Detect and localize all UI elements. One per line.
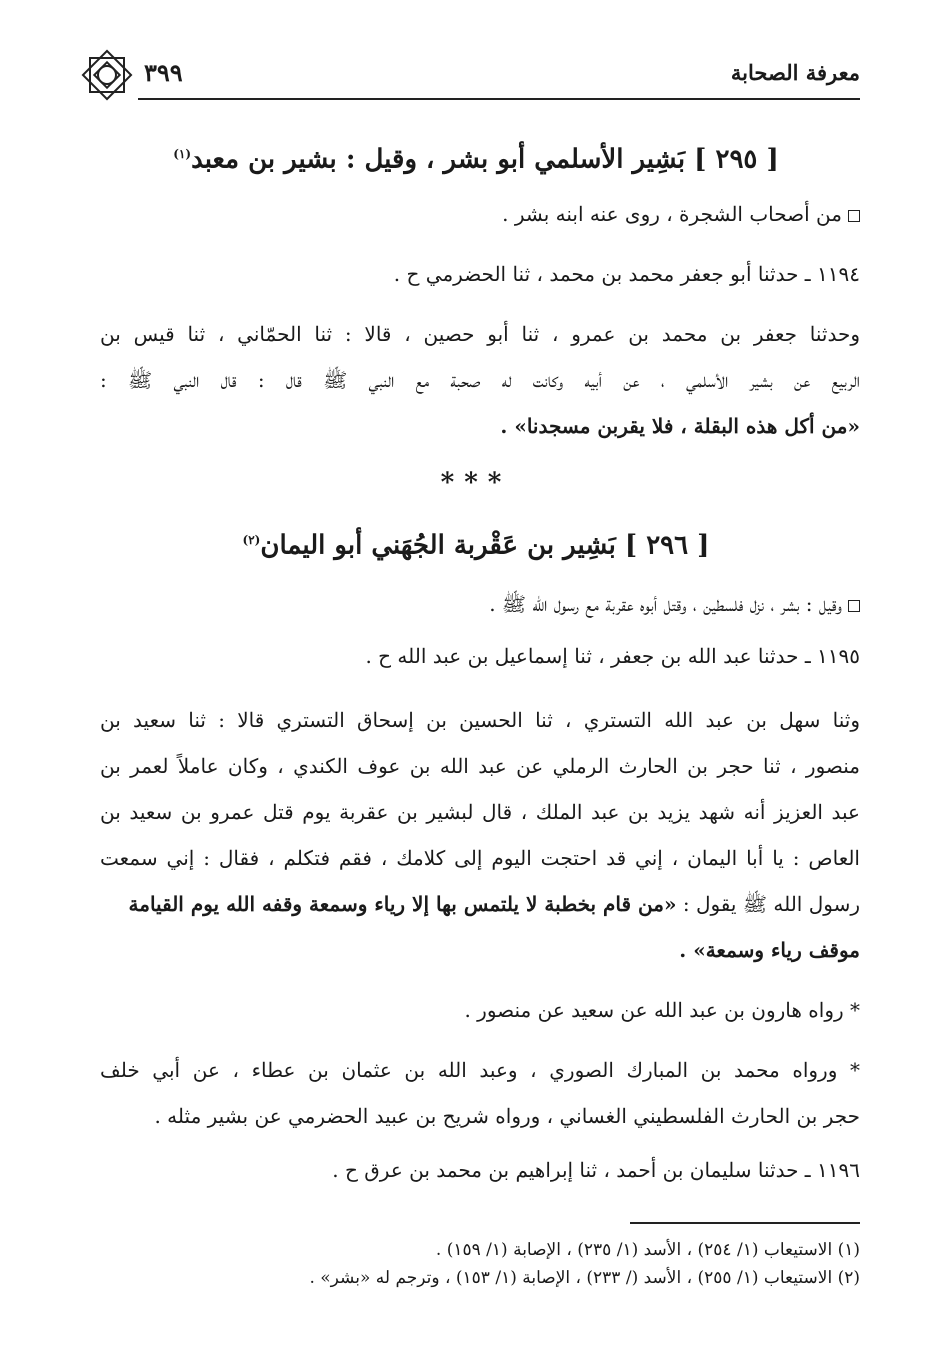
hadith-1195-line: منصور ، ثنا حجر بن الحارث الرملي عن عبد الله بن عوف الكندي ، وكان عاملاً لعمر بن [100,754,861,778]
transmission-note: * ورواه محمد بن المبارك الصوري ، وعبد الله بن عثمان بن عطاء ، عن أبي خلف [100,1058,860,1082]
hadith-1194-line: الربيع عن بشير الأسلمي ، عن أبيه وكانت له صحبة مع النبي ﷺ قال : قال النبي ﷺ : [100,368,860,392]
header-rule [138,98,860,100]
footnote: (١) الاستيعاب (١/ ٢٥٤) ، الأسد (١/ ٢٣٥) ، الإصابة (١/ ١٥٩) . [435,1240,860,1260]
hadith-1194-matn: «من أكل هذه البقلة ، فلا يقربن مسجدنا» . [500,414,860,438]
hadith-1195-line: عبد العزيز أنه شهد يزيد بن عبد الملك ، قال لبشير بن عقربة يوم قتل عمرو بن سعيد بن [100,800,860,824]
entry-295-heading [92,140,860,174]
transmission-note: حجر بن الحارث الفلسطيني الغساني ، ورواه شريح بن عبيد الحضرمي عن بشير مثله . [154,1104,860,1128]
hadith-1195-matn: «من قام بخطبة لا يلتمس بها إلا رياء وسمعة وقفه الله يوم القيامة [128,892,677,916]
square-bullet-icon [848,600,860,612]
entry-295-heading-text: [ ٢٩٥ ] بَشِير الأسلمي أبو بشر ، وقيل : بشير بن معبد [191,144,779,175]
hadith-1195-line: وثنا سهل بن عبد الله التستري ، ثنا الحسين بن إسحاق التستري قالا : ثنا سعيد بن [100,708,860,732]
running-header [78,54,860,104]
hadith-1194-line: وحدثنا جعفر بن محمد بن عمرو ، ثنا أبو حصين ، قالا : ثنا الحمّاني ، ثنا قيس بن [100,322,860,346]
entry-296-heading [92,526,860,560]
hadith-1195-line: العاص : يا أبا اليمان ، إني قد احتجت اليوم إلى كلامك ، فقم فتكلم ، فقال : إني سمعت [100,846,860,870]
section-separator: *** [440,468,512,498]
footnote-rule [630,1222,860,1224]
hadith-1194-isnad: ١١٩٤ ـ حدثنا أبو جعفر محمد بن محمد ، ثنا الحضرمي ح . [393,262,860,286]
footnote-ref-2: (٢) [242,533,261,547]
hadith-1195-line-start: رسول الله ﷺ يقول : [676,892,860,916]
square-bullet-icon [848,210,860,222]
entry-295-intro [100,200,860,228]
hadith-1195-matn-end: موقف رياء وسمعة» . [679,938,860,962]
octagonal-star-ornament-icon [78,46,136,104]
hadith-1196-isnad: ١١٩٦ ـ حدثنا سليمان بن أحمد ، ثنا إبراهيم بن محمد بن عرق ح . [332,1158,860,1182]
entry-295-intro-text: من أصحاب الشجرة ، روى عنه ابنه بشر . [502,202,842,226]
book-title: معرفة الصحابة [730,60,860,85]
footnote: (٢) الاستيعاب (١/ ٢٥٥) ، الأسد (/ ٢٣٣) ، الإصابة (١/ ١٥٣) ، وترجم له «بشر» . [309,1268,860,1288]
footnote-ref-1: (١) [173,147,192,161]
transmission-note: * رواه هارون بن عبد الله عن سعيد عن منصور . [464,998,860,1022]
hadith-1195-isnad: ١١٩٥ ـ حدثنا عبد الله بن جعفر ، ثنا إسماعيل بن عبد الله ح . [365,644,860,668]
page-number: ٣٩٩ [144,58,183,87]
hadith-1195-line [100,890,860,918]
entry-296-heading-text: [ ٢٩٦ ] بَشِير بن عَقْربة الجُهَني أبو اليمان [260,530,710,561]
entry-296-intro-text: وقيل : بشر ، نزل فلسطين ، وقتل أبوه عقربة مع رسول الله ﷺ . [489,592,842,616]
entry-296-intro [100,590,860,618]
